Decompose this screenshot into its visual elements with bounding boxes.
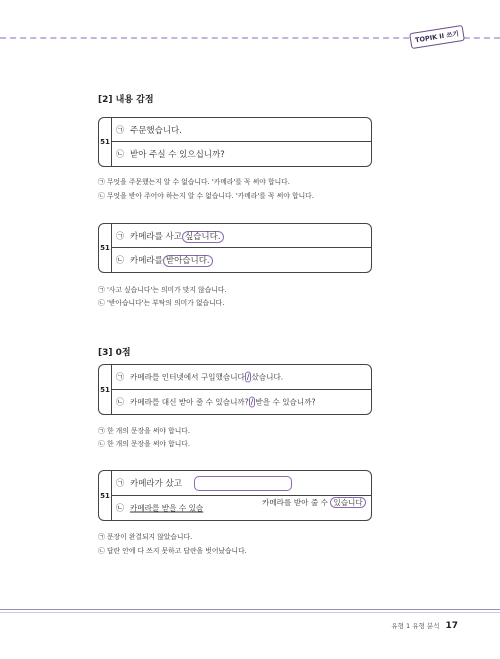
page-number: 17 bbox=[445, 621, 458, 631]
handwritten-answer bbox=[130, 230, 224, 242]
footer-label: 유형 1 유형 분석 bbox=[391, 622, 440, 630]
answer-box-a bbox=[98, 117, 372, 167]
explanation-note: ㉠ 무엇을 주문했는지 알 수 없습니다. '카메라'를 꼭 써야 합니다. bbox=[98, 178, 290, 186]
answer-text: 카메라를 받아 줄 수 bbox=[262, 498, 328, 507]
slash-error: / bbox=[246, 372, 250, 382]
handwritten-answer bbox=[130, 372, 283, 383]
overflow-answer bbox=[262, 497, 366, 508]
answer-text: 카메라를 bbox=[130, 256, 163, 266]
struck-answer: 카메라를 받을 수 있습 bbox=[130, 503, 204, 513]
answer-row-1 bbox=[112, 118, 371, 142]
answer-row-1 bbox=[112, 224, 371, 248]
handwritten-answer bbox=[130, 254, 213, 266]
answer-text: 카메라를 인터넷에서 구입했습니다 bbox=[130, 372, 245, 382]
marker: ㉡ bbox=[116, 503, 124, 513]
question-number: 51 bbox=[99, 471, 112, 520]
answer-row-2 bbox=[112, 142, 371, 166]
handwritten-answer: 카메라가 샀고 bbox=[130, 479, 182, 489]
answer-text: 카메라를 사고 bbox=[130, 231, 182, 242]
explanation-note: ㉡ '받아습니다'는 부탁의 의미가 없습니다. bbox=[98, 299, 225, 307]
answer-text: 샀습니다. bbox=[251, 372, 284, 382]
page-footer bbox=[391, 621, 458, 631]
answer-text: 받을 수 있습니까? bbox=[255, 397, 316, 407]
handwritten-answer bbox=[130, 397, 316, 408]
incomplete-answer-box bbox=[194, 476, 292, 491]
explanation-note: ㉠ 문장이 완결되지 않았습니다. bbox=[98, 533, 193, 541]
answer-text: 카메라를 대신 받아 줄 수 있습니까? bbox=[130, 397, 249, 407]
marker: ㉠ bbox=[116, 231, 124, 240]
answer-box-d bbox=[98, 470, 372, 521]
question-number: 51 bbox=[99, 118, 112, 166]
question-number: 51 bbox=[99, 365, 112, 414]
answer-row-2 bbox=[112, 390, 371, 414]
explanation-note: ㉠ '사고 싶습니다'는 의미가 맞지 않습니다. bbox=[98, 286, 227, 294]
explanation-note: ㉡ 답란 안에 다 쓰지 못하고 답란을 벗어났습니다. bbox=[98, 547, 247, 555]
marker: ㉠ bbox=[116, 125, 124, 134]
explanation-note: ㉡ 한 개의 문장을 써야 합니다. bbox=[98, 440, 190, 448]
section-title-zero-points: [3] 0점 bbox=[98, 348, 131, 358]
footer-rule-light bbox=[0, 612, 500, 613]
question-number: 51 bbox=[99, 224, 112, 272]
section-title-content-deduction: [2] 내용 감점 bbox=[98, 95, 154, 105]
answer-row-2 bbox=[112, 248, 371, 272]
handwritten-answer: 받아 주실 수 있으십니까? bbox=[130, 150, 225, 160]
explanation-note: ㉡ 무엇을 받아 주어야 하는지 알 수 없습니다. '카메라'를 꼭 써야 합니다. bbox=[98, 192, 314, 200]
marker: ㉠ bbox=[116, 478, 124, 488]
footer-rule bbox=[0, 609, 500, 610]
marker: ㉡ bbox=[116, 149, 124, 159]
topik-writing-tag: TOPIK II 쓰기 bbox=[409, 25, 465, 49]
answer-box-c bbox=[98, 364, 372, 415]
marker: ㉠ bbox=[116, 372, 124, 382]
circled-error: 받아습니다. bbox=[163, 255, 213, 267]
answer-row-1 bbox=[112, 365, 371, 390]
marker: ㉡ bbox=[116, 397, 124, 407]
marker: ㉡ bbox=[116, 255, 124, 265]
circled-error: 싶습니다. bbox=[182, 231, 224, 243]
circled-overflow: 있습니다 bbox=[330, 497, 365, 508]
slash-error: / bbox=[250, 397, 254, 407]
answer-box-b bbox=[98, 223, 372, 273]
handwritten-answer: 주문했습니다. bbox=[130, 125, 182, 136]
explanation-note: ㉠ 한 개의 문장을 써야 합니다. bbox=[98, 427, 190, 435]
